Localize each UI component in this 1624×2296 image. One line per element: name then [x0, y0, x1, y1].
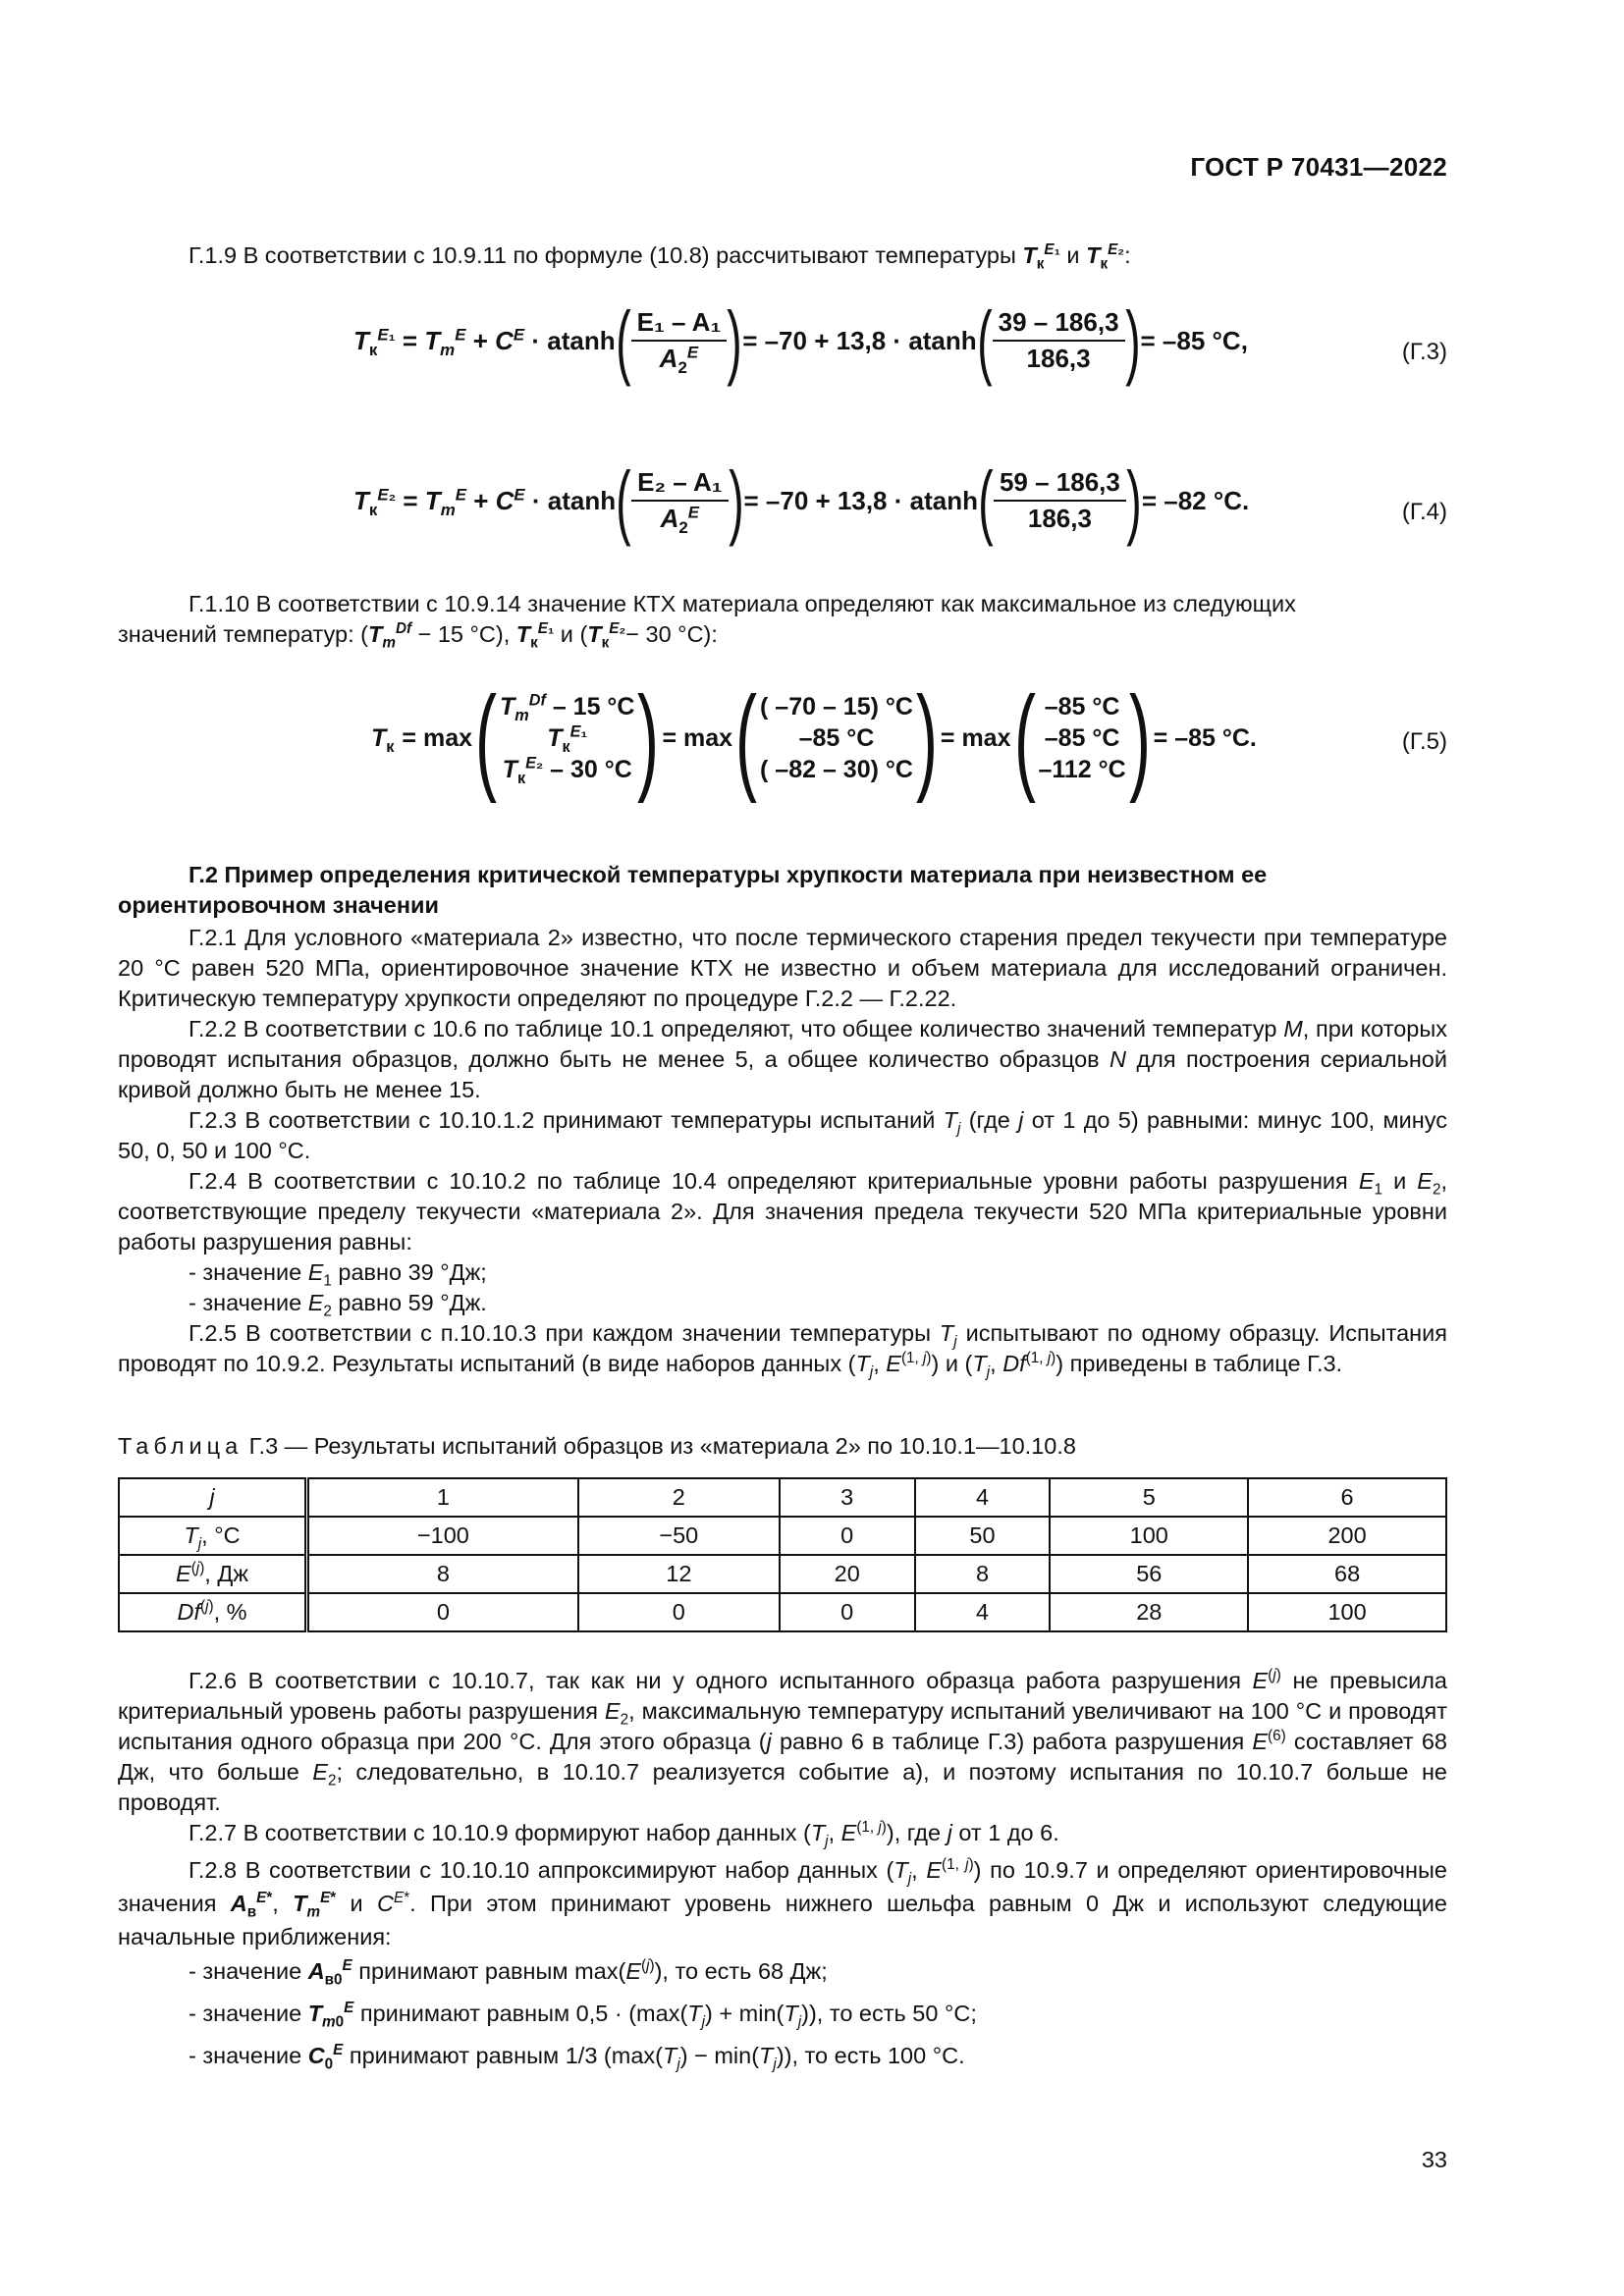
table-cell: 0 — [780, 1593, 915, 1631]
bullet-e2: - значение $E_2$ равно 59 °Дж. — [189, 1290, 487, 1320]
formula-g5: $T_к$ = max ( $T_m^{Df} - 15$ °С $T_к^{E_1}$ $T_к^{E_2} - 30$ °С ) = max ( ( –70 – 15) °С –85 °С ( –82 – 30) °С ) = max ( –85 °С –85 °С –112 °С ) = –85 °С. — [371, 672, 1257, 804]
row-label-j: j — [119, 1478, 307, 1517]
table-cell: 5 — [1050, 1478, 1248, 1517]
bullet-c0: - значение $C_0^E$ принимают равным 1/3 $(\max(T_j) - \min(T_j))$, то есть 100 °С. — [189, 2042, 965, 2073]
table-cell: 20 — [780, 1555, 915, 1593]
table-cell: 4 — [915, 1478, 1051, 1517]
table-cell: 28 — [1050, 1593, 1248, 1631]
table-g3-caption: Таблица Г.3 — Результаты испытаний образцов из «материала 2» по 10.10.1—10.10.8 — [118, 1433, 1076, 1459]
paragraph-g2-4: Г.2.4 В соответствии с 10.10.2 по таблице 10.4 определяют критериальные уровни работы разрушения $E_1$ и $E_2$, соответствующие пределу текучести «материала 2». Для значения предела текучести 520 МПа критериальные уровни работы разрушения равны: — [118, 1168, 1447, 1255]
paragraph-g2-1: Г.2.1 Для условного «материала 2» известно, что после термического старения предел текучести при температуре 20 °С равен 520 МПа, ориентировочное значение КТХ не известно и объем материала для исследований ограничен. Критическую температуру хрупкости определяют по процедуре Г.2.2 — Г.2.22. — [118, 925, 1447, 1011]
table-cell: 68 — [1248, 1555, 1446, 1593]
bullet-a0: - значение $A_{в0}^E$ принимают равным $\max(E^{(j)})$, то есть 68 Дж; — [189, 1957, 828, 1989]
table-cell: 0 — [780, 1517, 915, 1555]
table-cell: 8 — [307, 1555, 578, 1593]
row-label-e: $E^{(j)}$, Дж — [119, 1555, 307, 1593]
paragraph-g2-2: Г.2.2 В соответствии с 10.6 по таблице 10.1 определяют, что общее количество значений температур M, при которых проводят испытания образцов, должно быть не менее 5, а общее количество образцов N для построения сериальной кривой должно быть не менее 15. — [118, 1016, 1448, 1102]
table-cell: 200 — [1248, 1517, 1446, 1555]
table-g3 — [118, 1477, 1447, 1632]
bullet-tm0: - значение $T_{m0}^E$ принимают равным $0,5 \cdot (\max(T_j) + \min(T_j))$, то есть 50 °С; — [189, 2000, 977, 2031]
table-row — [119, 1517, 1446, 1555]
table-cell: 2 — [578, 1478, 780, 1517]
table-row — [119, 1593, 1446, 1631]
table-cell: 4 — [915, 1593, 1051, 1631]
table-cell: 0 — [578, 1593, 780, 1631]
table-cell: 1 — [307, 1478, 578, 1517]
formula-label-g5: (Г.5) — [1401, 728, 1447, 755]
paragraph-g2-6: Г.2.6 В соответствии с 10.10.7, так как ни у одного испытанного образца работа разрушения $E^{(j)}$ не превысила критериальный уровень работы разрушения $E_2$, максимальную температуру испытаний увеличивают на 100 °С и проводят испытания одного образца при 200 °С. Для этого образца (j равно 6 в таблице Г.3) работа разрушения $E^{(6)}$ составляет 68 Дж, что больше $E_2$; следовательно, в 10.10.7 реализуется событие а), и поэтому испытания по 10.10.7 больше не проводят. — [118, 1667, 1447, 1815]
section-title-g2: Г.2 Пример определения критической температуры хрупкости материала при неизвестном ее ориентировочном значении — [118, 862, 1268, 918]
bullet-e1: - значение $E_1$ равно 39 °Дж; — [189, 1259, 487, 1290]
paragraph-g1-10-line2: значений температур: ($T_m^{Df} - 15$ °С), $T_к^{E_1}$ и ($T_к^{E_2}- 30$ °С): — [118, 620, 718, 652]
row-label-df: Df$^{(j)}$, % — [119, 1593, 307, 1631]
row-label-t: $T_j$, °С — [119, 1517, 307, 1555]
paragraph-g2-3: Г.2.3 В соответствии с 10.10.1.2 принимают температуры испытаний $T_j$ (где j от 1 до 5) равными: минус 100, минус 50, 0, 50 и 100 °С. — [118, 1107, 1447, 1163]
table-cell: −50 — [578, 1517, 780, 1555]
page-number: 33 — [1421, 2147, 1447, 2172]
table-row — [119, 1478, 1446, 1517]
table-cell: 0 — [307, 1593, 578, 1631]
paragraph-g1-10: Г.1.10 В соответствии с 10.9.14 значение КТХ материала определяют как максимальное из следующих — [189, 591, 1296, 616]
document-header: ГОСТ Р 70431—2022 — [1190, 152, 1447, 182]
table-cell: 50 — [915, 1517, 1051, 1555]
formula-label-g4: (Г.4) — [1401, 499, 1447, 525]
formula-label-g3: (Г.3) — [1401, 339, 1447, 365]
table-cell: 56 — [1050, 1555, 1248, 1593]
formula-g3: $T_к^{E_1}$ = $T_m^E + C^E \cdot atanh$ ( $\frac{\text{E₁ – A₁}}{A_2^E}$ ) = –70 + 13,8 · atanh ( $\frac{39 - 186,3}{186,3}$ ) = –85 °С, — [353, 294, 1248, 387]
table-cell: 100 — [1050, 1517, 1248, 1555]
table-cell: 3 — [780, 1478, 915, 1517]
paragraph-g2-7: Г.2.7 В соответствии с 10.10.9 формируют набор данных ($T_j$, E$^{(1, j)}$), где j от 1 до 6. — [189, 1819, 1059, 1850]
formula-g4: $T_к^{E_2}$ = $T_m^E + C^E \cdot atanh$ ( $\frac{\text{E₂ – A₁}}{A_2^E}$ ) = –70 + 13,8 · atanh ( $\frac{59 - 186,3}{186,3}$ ) = –82 °С. — [353, 454, 1250, 547]
table-cell: −100 — [307, 1517, 578, 1555]
table-cell: 6 — [1248, 1478, 1446, 1517]
table-row — [119, 1555, 1446, 1593]
table-cell: 12 — [578, 1555, 780, 1593]
table-cell: 100 — [1248, 1593, 1446, 1631]
table-cell: 8 — [915, 1555, 1051, 1593]
paragraph-g2-5: Г.2.5 В соответствии с п.10.10.3 при каждом значении температуры $T_j$ испытывают по одному образцу. Испытания проводят по 10.9.2. Результаты испытаний (в виде наборов данных ($T_j$, E$^{(1, j)}$) и ($T_j$, Df$^{(1, j)}$) приведены в таблице Г.3. — [118, 1320, 1448, 1381]
paragraph-g1-9: Г.1.9 В соответствии с 10.9.11 по формуле (10.8) рассчитывают температуры $T_к^{E_1}$ и $T_к^{E_2}$: — [189, 241, 1131, 273]
paragraph-g2-8: Г.2.8 В соответствии с 10.10.10 аппроксимируют набор данных ($T_j$, E$^{(1, j)}$) по 10.9.7 и определяют ориентировочные значения $A_в^{E*}$, $T_m^{E*}$ и $C^{E*}$. При этом принимают уровень нижнего шельфа равным 0 Дж и используют следующие начальные приближения: — [118, 1856, 1447, 1949]
